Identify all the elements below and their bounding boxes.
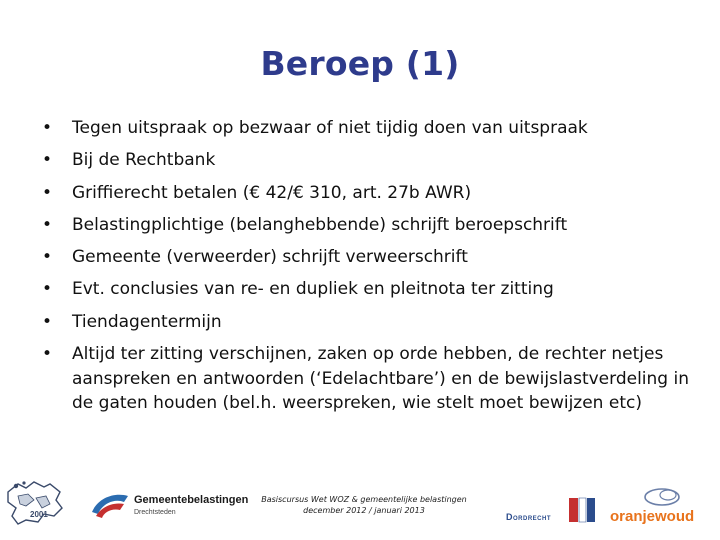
course-info (244, 494, 484, 516)
map-logo (4, 478, 66, 528)
footer (0, 478, 720, 540)
map-icon (4, 478, 66, 528)
gemeentebelastingen-logo (90, 488, 249, 528)
gemeentebelastingen-sub: Drechtsteden (134, 509, 176, 516)
flag-icon (566, 494, 598, 526)
slide-title: Beroep (1) (260, 44, 460, 83)
gemeentebelastingen-icon (90, 490, 130, 520)
bullet-item: • Bij de Rechtbank (38, 148, 698, 173)
bullet-item: • Tiendagentermijn (38, 310, 698, 335)
course-line-2: december 2012 / januari 2013 (303, 506, 425, 515)
course-line-1: Basiscursus Wet WOZ & gemeentelijke belastingen (261, 495, 467, 504)
flag-logo (566, 494, 598, 526)
bullet-item: • Belastingplichtige (belanghebbende) schrijft beroepschrift (38, 213, 698, 238)
gemeentebelastingen-name: Gemeentebelastingen (134, 494, 249, 506)
bullet-item: • Tegen uitspraak op bezwaar of niet tijdig doen van uitspraak (38, 116, 698, 141)
oranjewoud-icon (642, 486, 682, 508)
bullet-item: • Gemeente (verweerder) schrijft verweerschrift (38, 245, 698, 270)
bullet-list (38, 116, 698, 423)
oranjewoud-logo (608, 486, 716, 532)
dordrecht-name: Dordrecht (506, 512, 551, 522)
bullet-item: • Altijd ter zitting verschijnen, zaken op orde hebben, de rechter netjes aanspreken en antwoorden (‘Edelachtbare’) en de bewijslastverdeling in de gaten houden (bel.h. weerspreken, wie stelt moet bewijzen etc) (38, 342, 698, 416)
bullet-item: • Griffierecht betalen (€ 42/€ 310, art. 27b AWR) (38, 181, 698, 206)
map-logo-caption: 2001 (30, 510, 48, 519)
oranjewoud-name: oranjewoud (610, 508, 695, 525)
bullet-item: • Evt. conclusies van re- en dupliek en pleitnota ter zitting (38, 277, 698, 302)
